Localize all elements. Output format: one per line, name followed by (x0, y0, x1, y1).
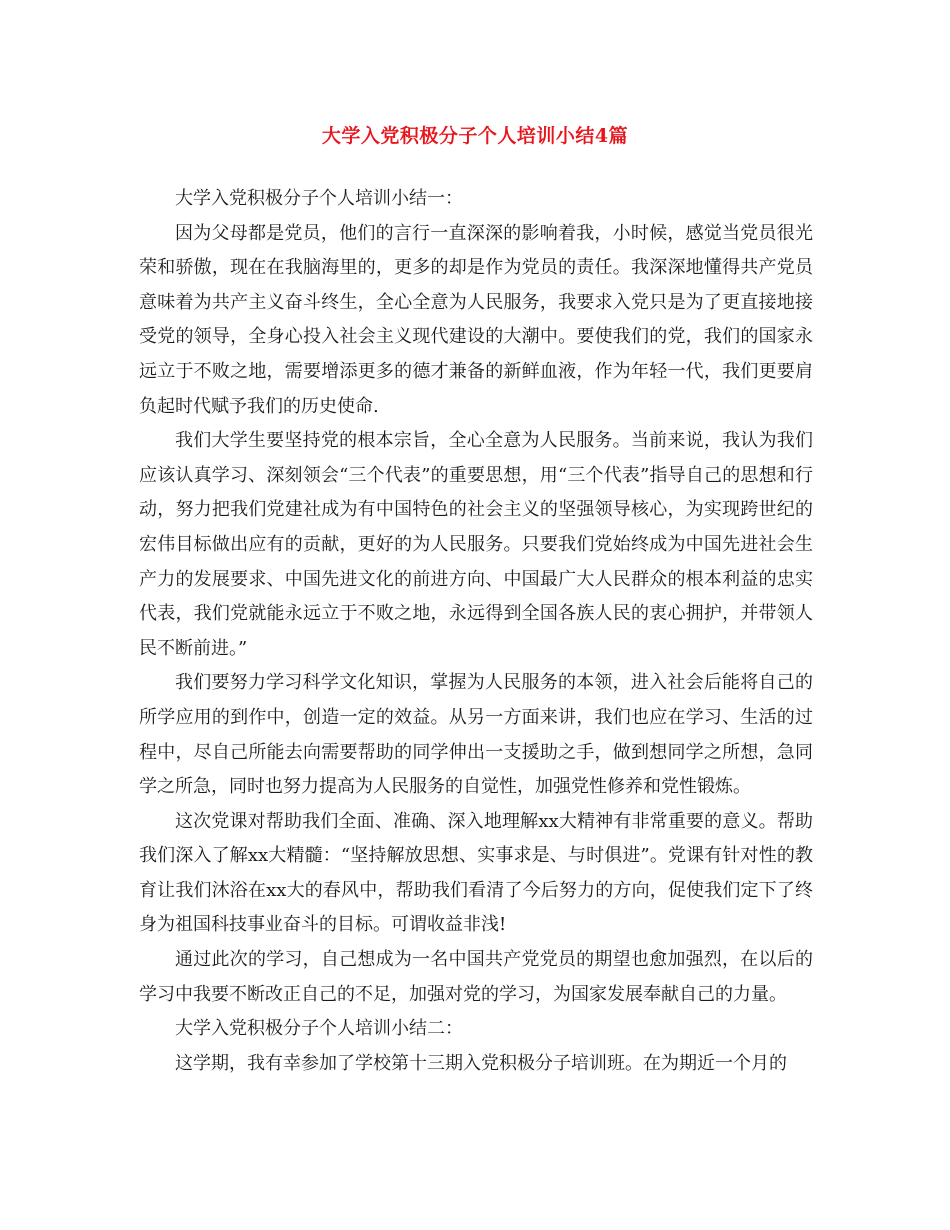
paragraph: 我们要努力学习科学文化知识，掌握为人民服务的本领，进入社会后能将自己的所学应用的到作中，创造一定的效益。从另一方面来讲，我们也应在学习、生活的过程中，尽自己所能去向需要帮助的同学伸出一支援助之手，做到想同学之所想，急同学之所急，同时也努力提高为人民服务的自觉性，加强党性修养和党性锻炼。 (139, 672, 813, 798)
section-heading-1: 大学入党积极分子个人培训小结一： (175, 188, 463, 209)
paragraph: 通过此次的学习，自己想成为一名中国共产党党员的期望也愈加强烈，在以后的学习中我要不断改正自己的不足，加强对党的学习，为国家发展奉献自己的力量。 (139, 949, 813, 1005)
paragraph: 因为父母都是党员，他们的言行一直深深的影响着我，小时候，感觉当党员很光荣和骄傲，现在在我脑海里的，更多的却是作为党员的责任。我深深地懂得共产党员意味着为共产主义奋斗终生，全心全意为人民服务，我要求入党只是为了更直接地接受党的领导，全身心投入社会主义现代建设的大潮中。要使我们的党，我们的国家永远立于不败之地，需要增添更多的德才兼备的新鲜血液，作为年轻一代，我们更要肩负起时代赋予我们的历史使命. (139, 222, 813, 417)
paragraph: 我们大学生要坚持党的根本宗旨，全心全意为人民服务。当前来说，我认为我们应该认真学习、深刻领会“三个代表”的重要思想，用“三个代表”指导自己的思想和行动，努力把我们党建社成为有中国特色的社会主义的坚强领导核心，为实现跨世纪的宏伟目标做出应有的贡献，更好的为人民服务。只要我们党始终成为中国先进社会生产力的发展要求、中国先进文化的前进方向、中国最广大人民群众的根本利益的忠实代表，我们党就能永远立于不败之地，永远得到全国各族人民的衷心拥护，并带领人民不断前进。” (139, 430, 813, 659)
section-heading-2: 大学入党积极分子个人培训小结二： (175, 1018, 463, 1040)
document-title: 大学入党积极分子个人培训小结4篇 (321, 125, 629, 147)
paragraph: 这次党课对帮助我们全面、准确、深入地理解xx大精神有非常重要的意义。帮助我们深入了解xx大精髓：“坚持解放思想、实事求是、与时俱进”。党课有针对性的教育让我们沐浴在xx大的春风中，帮助我们看清了今后努力的方向，促使我们定下了终身为祖国科技事业奋斗的目标。可谓收益非浅! (139, 810, 813, 936)
paragraph: 这学期，我有幸参加了学校第十三期入党积极分子培训班。在为期近一个月的 (175, 1052, 787, 1074)
document-body (139, 182, 813, 1081)
